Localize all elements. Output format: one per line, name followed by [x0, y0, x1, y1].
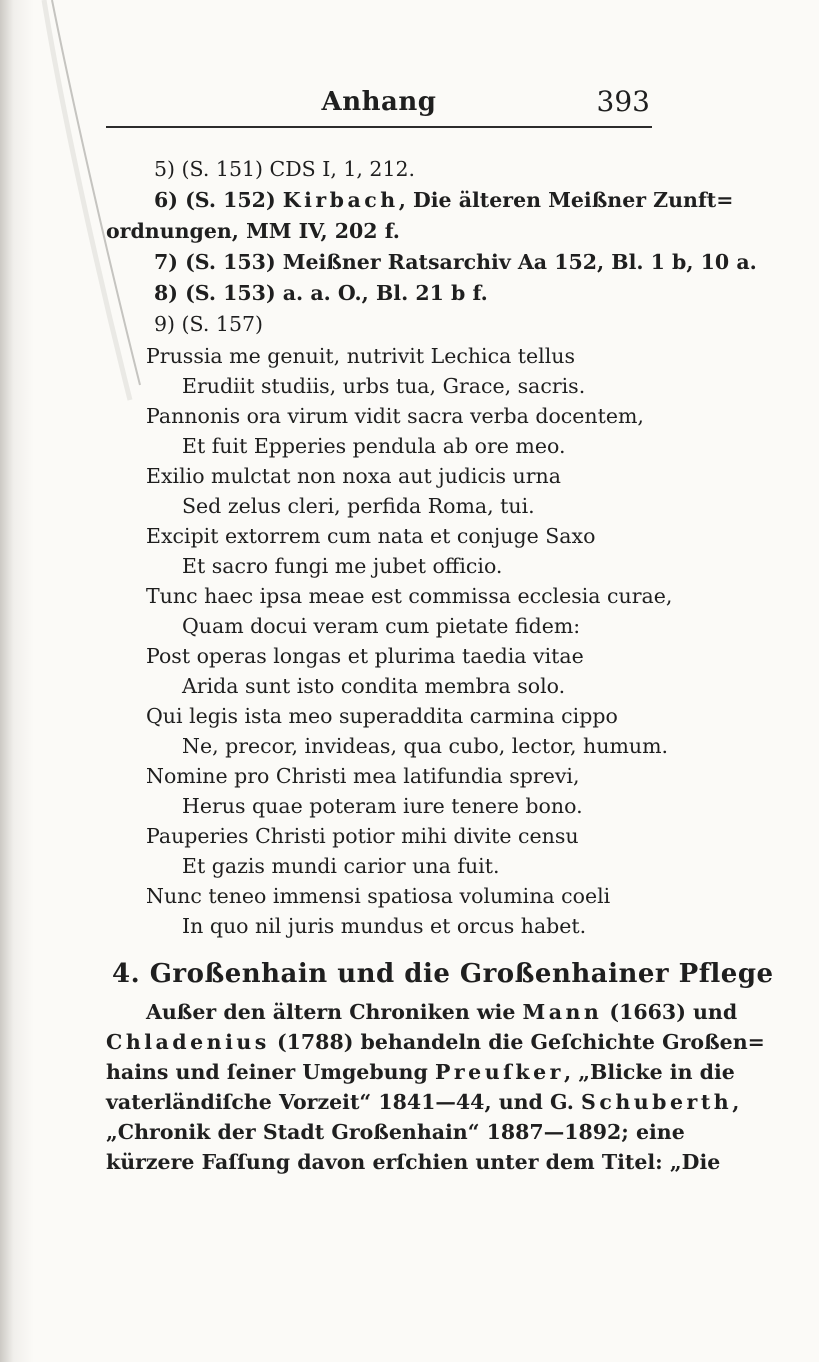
- footnotes-block: [106, 154, 757, 340]
- poem-line: Et gazis mundi carior una fuit.: [182, 854, 500, 878]
- page-left-edge-shadow: [0, 0, 34, 1362]
- running-header: [106, 86, 652, 122]
- poem-line: Post operas longas et plurima taedia vitae: [146, 644, 584, 668]
- paragraph-line: Chladenius (1788) behandeln die Geſchichte Großen=: [106, 1030, 765, 1054]
- note-line: 8) (S. 153) a. a. O., Bl. 21 b f.: [154, 281, 488, 305]
- note-line: 5) (S. 151) CDS I, 1, 212.: [154, 157, 416, 181]
- poem-line: Nunc teneo immensi spatiosa volumina coeli: [146, 884, 611, 908]
- latin-poem: [106, 341, 673, 941]
- note-line: 6) (S. 152) Kirbach, Die älteren Meißner Zunft=: [154, 188, 734, 212]
- paragraph-line: „Chronik der Stadt Großenhain“ 1887—1892; eine: [106, 1120, 685, 1144]
- poem-line: Nomine pro Christi mea latifundia sprevi,: [146, 764, 580, 788]
- poem-line: Excipit extorrem cum nata et conjuge Saxo: [146, 524, 596, 548]
- note-line: 7) (S. 153) Meißner Ratsarchiv Aa 152, Bl. 1 b, 10 a.: [154, 250, 757, 274]
- header-rule: [106, 126, 652, 128]
- section-heading: 4. Großenhain und die Großenhainer Pflege: [112, 959, 774, 989]
- poem-line: Arida sunt isto condita membra solo.: [182, 674, 566, 698]
- paragraph-line: vaterländiſche Vorzeit“ 1841—44, und G. Schuberth,: [106, 1090, 740, 1114]
- poem-line: Et sacro fungi me jubet officio.: [182, 554, 503, 578]
- paragraph-line: kürzere Faſſung davon erſchien unter dem Titel: „Die: [106, 1150, 721, 1174]
- poem-line: Herus quae poteram iure tenere bono.: [182, 794, 583, 818]
- poem-line: Quam docui veram cum pietate fidem:: [182, 614, 581, 638]
- poem-line: Prussia me genuit, nutrivit Lechica tellus: [146, 344, 576, 368]
- note-line: 9) (S. 157): [154, 312, 264, 336]
- poem-line: Erudiit studiis, urbs tua, Grace, sacris.: [182, 374, 586, 398]
- page-number: 393: [596, 85, 650, 118]
- poem-line: Qui legis ista meo superaddita carmina cippo: [146, 704, 618, 728]
- section-paragraph: [106, 997, 765, 1177]
- note-line: ordnungen, MM IV, 202 f.: [106, 219, 400, 243]
- poem-line: Pauperies Christi potior mihi divite censu: [146, 824, 579, 848]
- paragraph-line: Außer den ältern Chroniken wie Mann (1663) und: [146, 1000, 738, 1024]
- poem-line: Ne, precor, invideas, qua cubo, lector, humum.: [182, 734, 669, 758]
- poem-line: Tunc haec ipsa meae est commissa ecclesia curae,: [146, 584, 673, 608]
- text-block: [106, 85, 774, 1177]
- poem-line: Et fuit Epperies pendula ab ore meo.: [182, 434, 566, 458]
- poem-line: Exilio mulctat non noxa aut judicis urna: [146, 464, 561, 488]
- poem-line: Pannonis ora virum vidit sacra verba docentem,: [146, 404, 644, 428]
- poem-line: Sed zelus cleri, perfida Roma, tui.: [182, 494, 535, 518]
- running-header-title: Anhang: [321, 87, 437, 117]
- poem-line: In quo nil juris mundus et orcus habet.: [182, 914, 587, 938]
- paragraph-line: hains und ſeiner Umgebung Preuſker, „Blicke in die: [106, 1060, 735, 1084]
